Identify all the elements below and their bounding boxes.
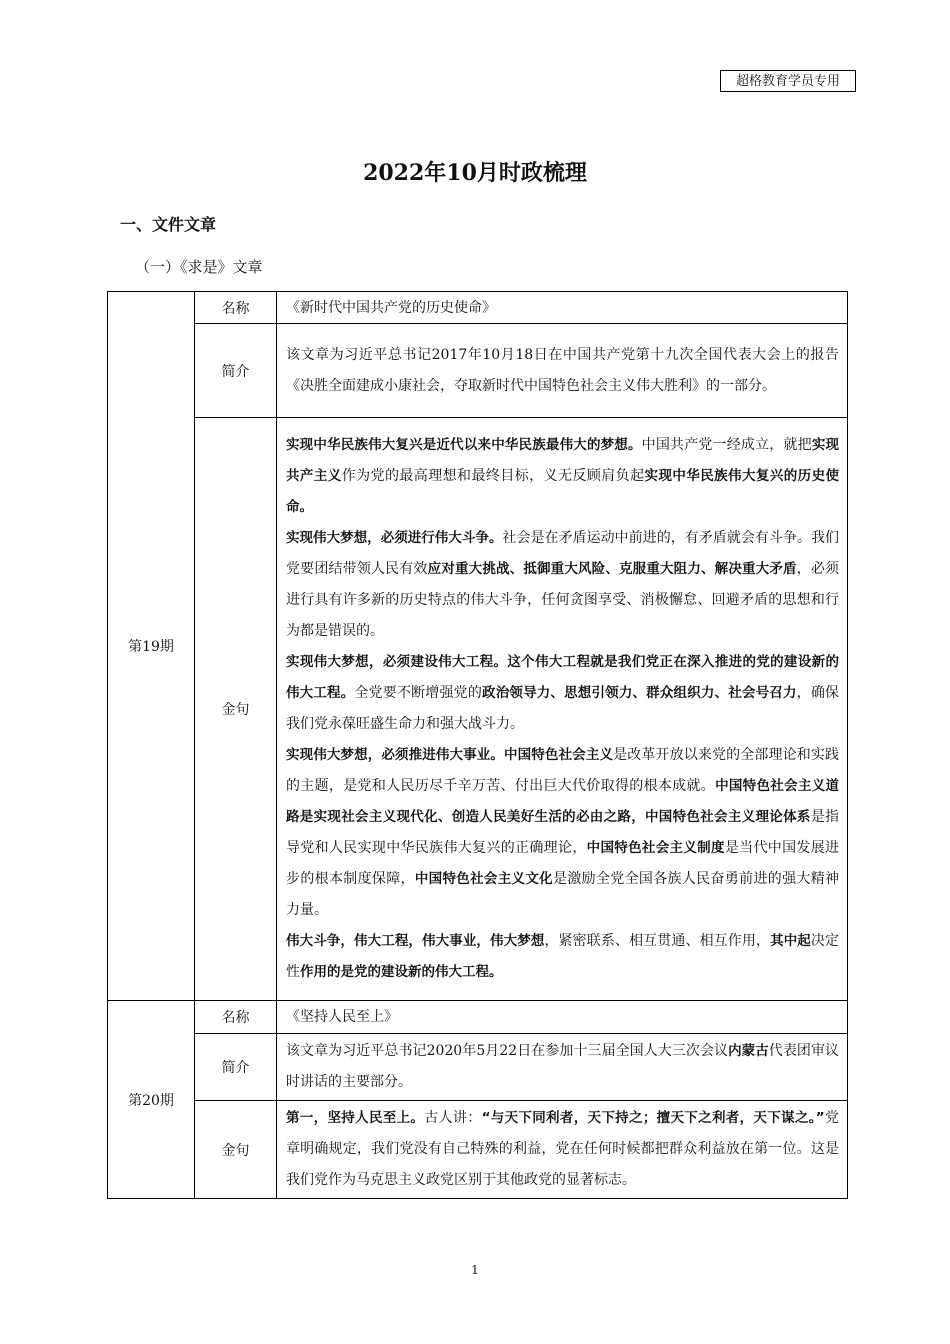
bold-text: 政治领导力、思想引领力、群众组织力、社会号召力 xyxy=(482,685,797,701)
text-run: 中国共产党一经成立，就把 xyxy=(641,437,812,453)
article-table xyxy=(107,291,848,1199)
bold-text: 实现中华民族伟大复兴是近代以来中华民族最伟大的梦想。 xyxy=(286,437,642,453)
bold-text: 第一，坚持人民至上。 xyxy=(286,1110,425,1126)
text-run: 是当代中国发展进步的根本制度保障， xyxy=(286,840,840,887)
text-run: ，确保我们党永葆旺盛生命力和强大战斗力。 xyxy=(286,685,840,732)
text-run: 党章明确规定，我们党没有自己特殊的利益，党在任何时候都把群众利益放在第一位。这是我们党作为马克思主义政党区别于其他政党的显著标志。 xyxy=(286,1110,840,1188)
bold-text: 实现中华民族伟大复兴的历史使命。 xyxy=(286,468,840,515)
text-run: 全党要不断增强党的 xyxy=(354,685,483,701)
intro-label: 简介 xyxy=(195,1034,277,1101)
article-quotes xyxy=(277,418,848,1001)
text-run: 是指导党和人民实现中华民族伟大复兴的正确理论， xyxy=(286,809,840,856)
text-run: ，紧密联系、相互贯通、相互作用， xyxy=(544,933,771,949)
intro-label: 简介 xyxy=(195,324,277,418)
issue-cell-20: 第20期 xyxy=(108,1001,195,1199)
bold-text: 中国特色社会主义文化 xyxy=(414,871,554,887)
text-run: 作为党的最高理想和最终目标，义无反顾肩负起 xyxy=(341,468,645,484)
quotes-label: 金句 xyxy=(195,1101,277,1199)
page-number: 1 xyxy=(471,1263,479,1277)
text-run: ，必须进行具有许多新的历史特点的伟大斗争，任何贪图享受、消极懈怠、回避矛盾的思想和行为都是错误的。 xyxy=(286,561,840,639)
article-intro: 该文章为习近平总书记2017年10月18日在中国共产党第十九次全国代表大会上的报告《决胜全面建成小康社会，夺取新时代中国特色社会主义伟大胜利》的一部分。 xyxy=(277,324,848,418)
bold-text: 实现伟大梦想，必须进行伟大斗争。 xyxy=(286,530,503,546)
name-label: 名称 xyxy=(195,292,277,324)
quote-paragraph xyxy=(286,647,839,740)
bold-text: 伟大斗争，伟大工程，伟大事业，伟大梦想 xyxy=(286,933,545,949)
bold-text: 中国特色社会主义制度 xyxy=(586,840,725,856)
text-run: 决定性 xyxy=(286,933,840,980)
bold-text: “与天下同利者，天下持之；擅天下之利者，天下谋之。” xyxy=(481,1110,825,1126)
bold-text: 应对重大挑战、抵御重大风险、克服重大阻力、解决重大矛盾 xyxy=(427,561,797,577)
text-run: 是改革开放以来党的全部理论和实践的主题，是党和人民历尽千辛万苦、付出巨大代价取得的根本成就。 xyxy=(286,747,840,794)
bold-text: 实现共产主义 xyxy=(286,437,840,484)
bold-text: 作用的是党的建设新的伟大工程。 xyxy=(300,964,503,980)
issue-cell-19: 第19期 xyxy=(108,292,195,1001)
text-run: 古人讲： xyxy=(424,1110,482,1126)
watermark-badge: 超格教育学员专用 xyxy=(720,70,856,92)
quote-paragraph xyxy=(286,523,839,647)
quote-paragraph xyxy=(286,926,839,988)
quote-paragraph xyxy=(286,1103,839,1196)
subsection-heading: （一）《求是》文章 xyxy=(135,258,263,276)
article-intro xyxy=(277,1034,848,1101)
quotes-label: 金句 xyxy=(195,418,277,1001)
quote-paragraph xyxy=(286,740,839,926)
bold-text: 内蒙古 xyxy=(728,1043,769,1059)
bold-text: 实现伟大梦想，必须建设伟大工程。这个伟大工程就是我们党正在深入推进的党的建设新的伟大工程。 xyxy=(286,654,839,701)
quote-paragraph xyxy=(286,430,839,523)
text-run: 代表团审议时讲话的主要部分。 xyxy=(286,1043,840,1090)
bold-text: 其中起 xyxy=(770,933,811,949)
article-name: 《坚持人民至上》 xyxy=(277,1001,848,1034)
text-run: 该文章为习近平总书记2020年5月22日在参加十三届全国人大三次会议 xyxy=(286,1043,729,1059)
text-run: 社会是在矛盾运动中前进的，有矛盾就会有斗争。我们党要团结带领人民有效 xyxy=(286,530,840,577)
article-name: 《新时代中国共产党的历史使命》 xyxy=(277,292,848,324)
bold-text: 中国特色社会主义道路是实现社会主义现代化、创造人民美好生活的必由之路，中国特色社会主义理论体系 xyxy=(286,778,839,825)
name-label: 名称 xyxy=(195,1001,277,1034)
page-title: 2022年10月时政梳理 xyxy=(363,160,587,186)
bold-text: 实现伟大梦想，必须推进伟大事业。中国特色社会主义 xyxy=(286,747,614,763)
article-quotes xyxy=(277,1101,848,1199)
section-heading: 一、文件文章 xyxy=(120,215,217,234)
text-run: 是激励全党全国各族人民奋勇前进的强大精神力量。 xyxy=(286,871,840,918)
